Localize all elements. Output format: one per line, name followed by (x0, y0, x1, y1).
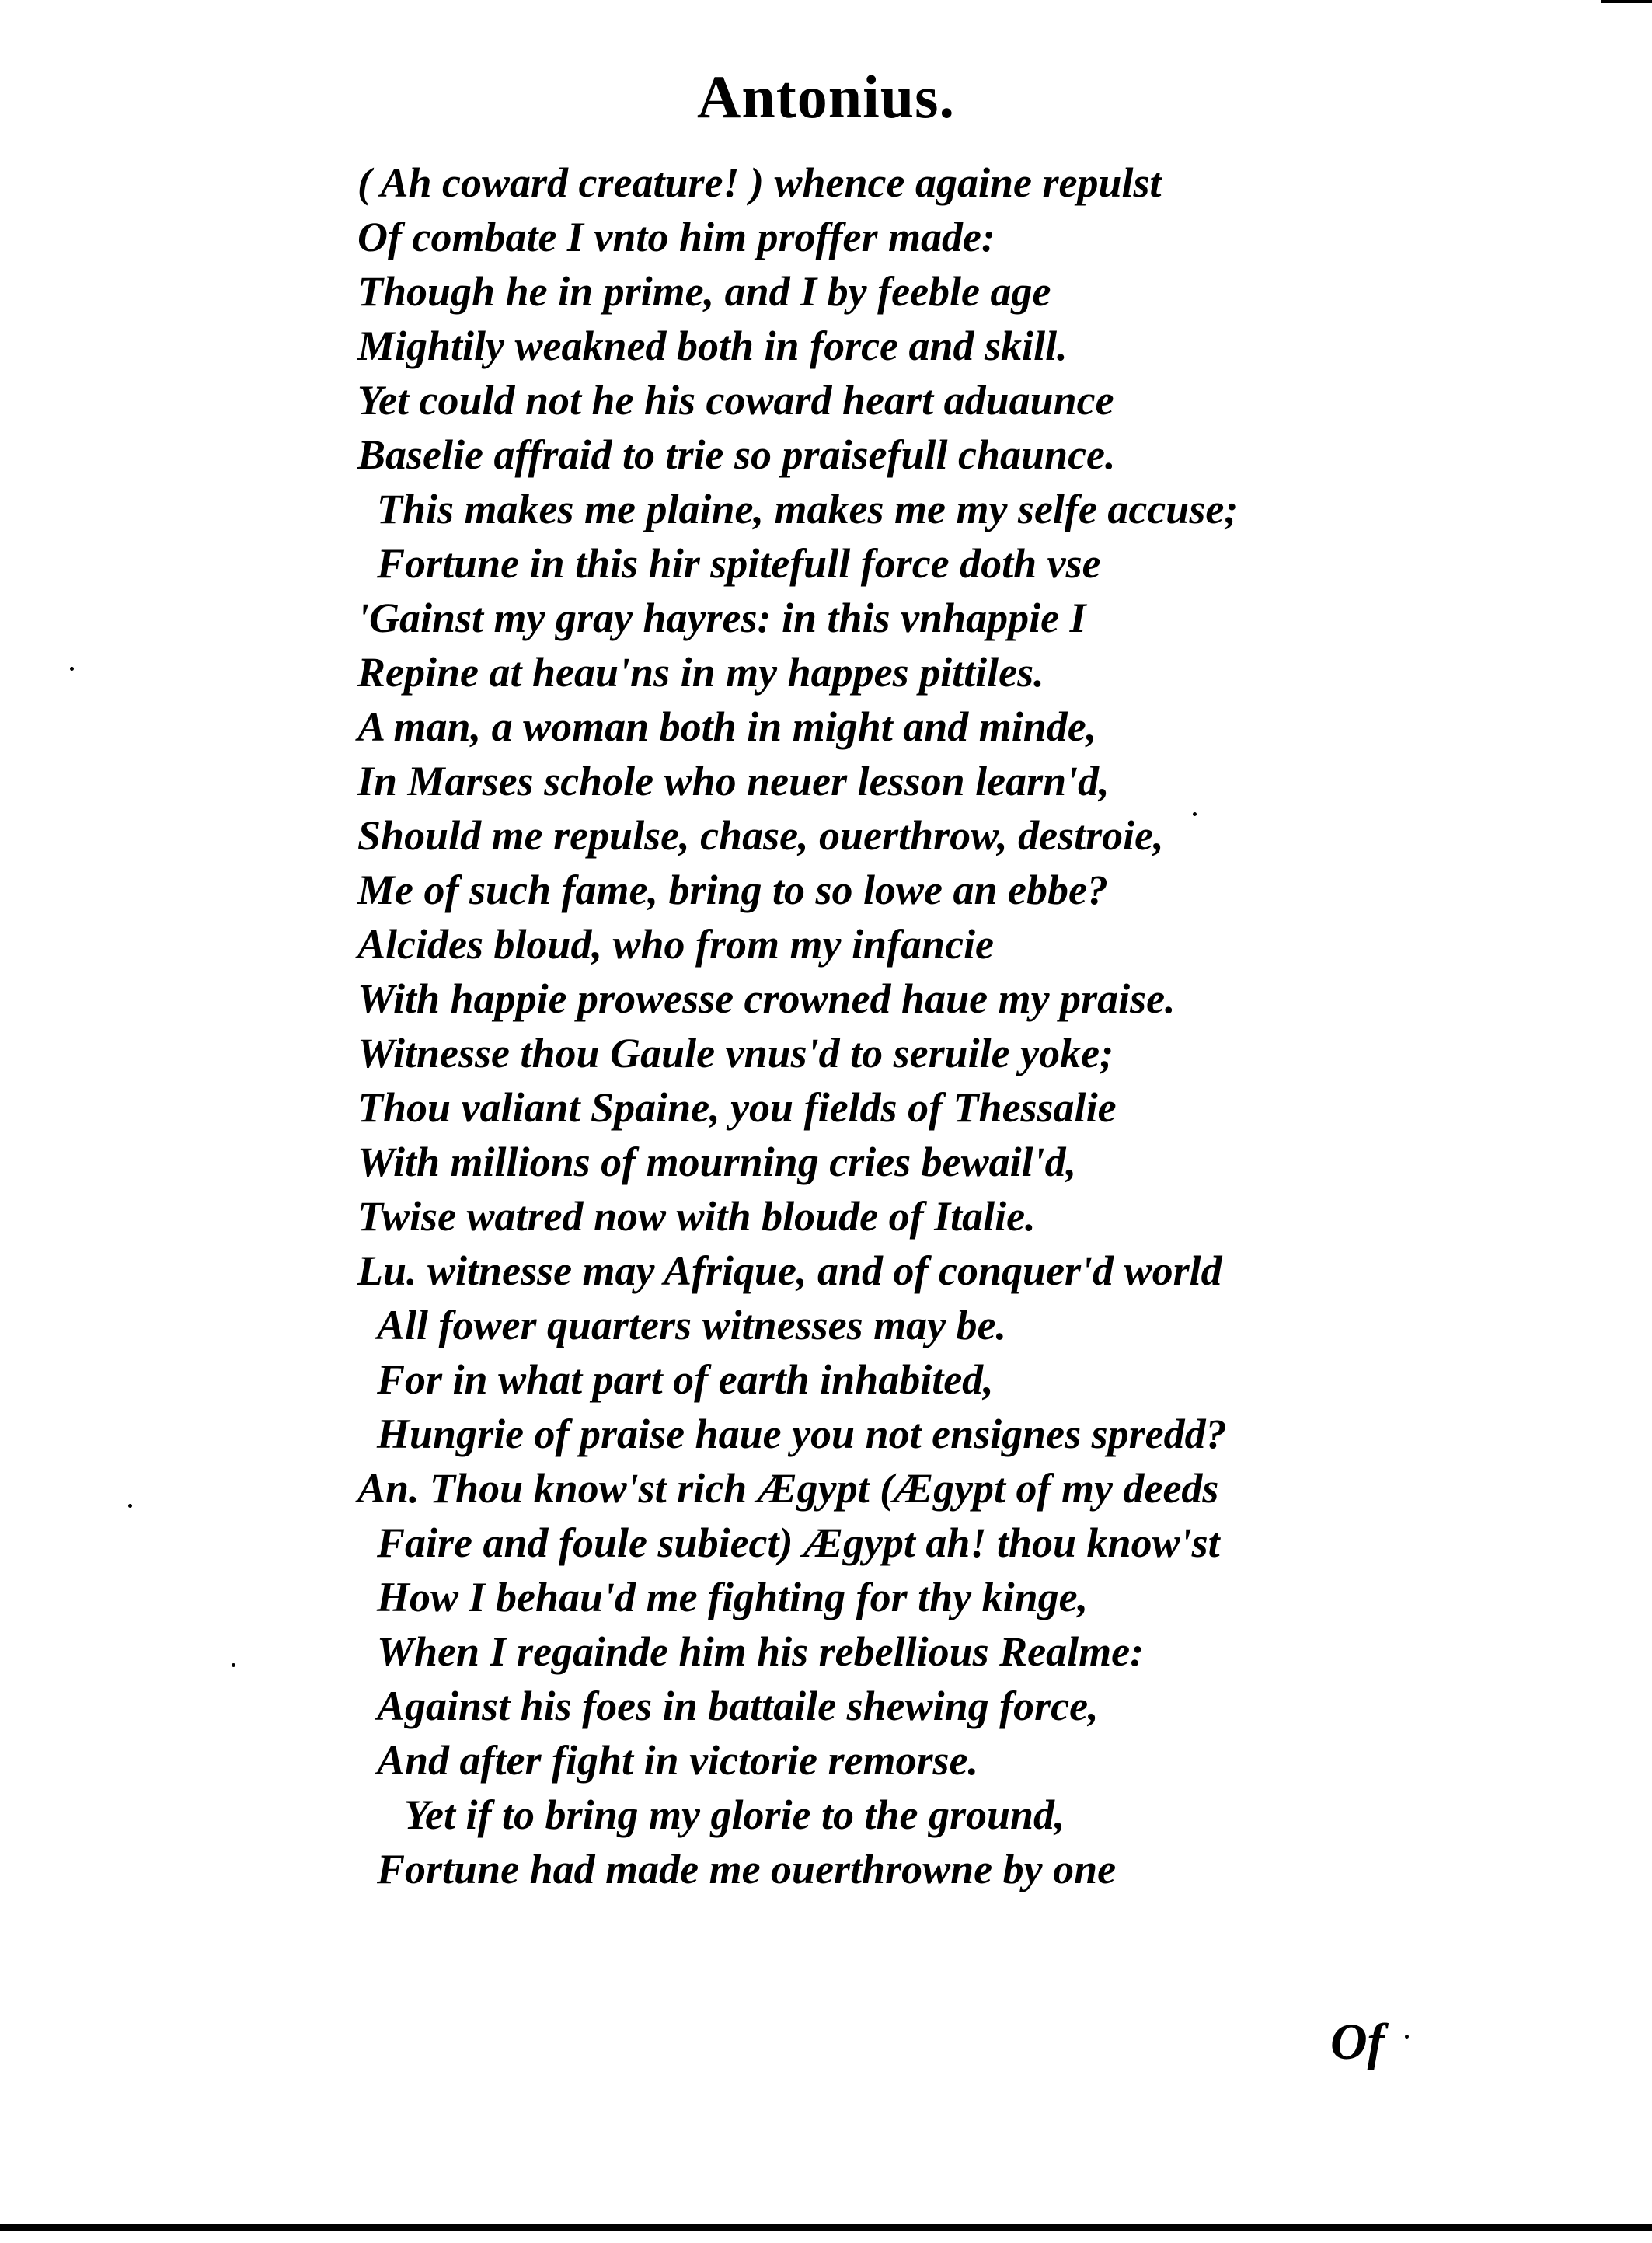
print-speck (128, 1504, 132, 1508)
bottom-rule (0, 2224, 1652, 2231)
verse-line: Alcides bloud, who from my infancie (357, 921, 995, 968)
running-title: Antonius. (697, 63, 955, 131)
verse-line: Thou valiant Spaine, you fields of Thessalie (357, 1084, 1117, 1131)
verse-line: A man, a woman both in might and minde, (357, 703, 1097, 750)
verse-line: With millions of mourning cries bewail'd, (357, 1139, 1077, 1185)
verse-line: ( Ah coward creature! ) whence againe repulst (357, 159, 1162, 206)
verse-line: How I behau'd me fighting for thy kinge, (377, 1574, 1089, 1620)
verse-line: Against his foes in battaile shewing force, (377, 1683, 1099, 1729)
verse-line: Hungrie of praise haue you not ensignes spredd? (377, 1411, 1227, 1457)
scan-corner-mark (1601, 0, 1652, 3)
verse-line: Baselie affraid to trie so praisefull chaunce. (357, 431, 1116, 478)
verse-line: Fortune had made me ouerthrowne by one (377, 1846, 1117, 1892)
print-speck (232, 1663, 235, 1667)
verse-line: Yet if to bring my glorie to the ground, (404, 1791, 1065, 1838)
verse-line: Fortune in this hir spitefull force doth vse (377, 540, 1101, 587)
verse-line: In Marses schole who neuer lesson learn'd, (357, 758, 1110, 804)
verse-line: And after fight in victorie remorse. (377, 1737, 978, 1784)
speaker-line-an: An. Thou know'st rich Ægypt (Ægypt of my deeds (357, 1465, 1219, 1512)
verse-line: Me of such fame, bring to so lowe an ebbe? (357, 867, 1108, 913)
verse-line: For in what part of earth inhabited, (377, 1356, 994, 1403)
print-speck (1405, 2035, 1409, 2039)
verse-line: This makes me plaine, makes me my selfe accuse; (377, 486, 1239, 532)
catchword: Of (1330, 2014, 1385, 2070)
verse-line: Yet could not he his coward heart aduaunce (357, 377, 1114, 424)
verse-line: With happie prowesse crowned haue my praise. (357, 975, 1176, 1022)
verse-line: 'Gainst my gray hayres: in this vnhappie I (357, 595, 1086, 641)
verse-line: Should me repulse, chase, ouerthrow, destroie, (357, 812, 1164, 859)
print-speck (1193, 812, 1197, 816)
verse-line: Mightily weakned both in force and skill. (357, 323, 1068, 369)
verse-line: Twise watred now with bloude of Italie. (357, 1193, 1036, 1240)
verse-block (357, 155, 1616, 1896)
print-speck (70, 667, 74, 671)
verse-line: Repine at heau'ns in my happes pittiles. (357, 649, 1044, 696)
verse-line: Faire and foule subiect) Ægypt ah! thou know'st (377, 1519, 1220, 1566)
verse-line: Of combate I vnto him proffer made: (357, 214, 995, 260)
verse-line: When I regainde him his rebellious Realme: (377, 1628, 1145, 1675)
speaker-line-lu: Lu. witnesse may Afrique, and of conquer'd world (357, 1247, 1222, 1294)
verse-line: Though he in prime, and I by feeble age (357, 268, 1051, 315)
verse-line: Witnesse thou Gaule vnus'd to seruile yoke; (357, 1030, 1114, 1076)
verse-line: All fower quarters witnesses may be. (377, 1302, 1007, 1348)
